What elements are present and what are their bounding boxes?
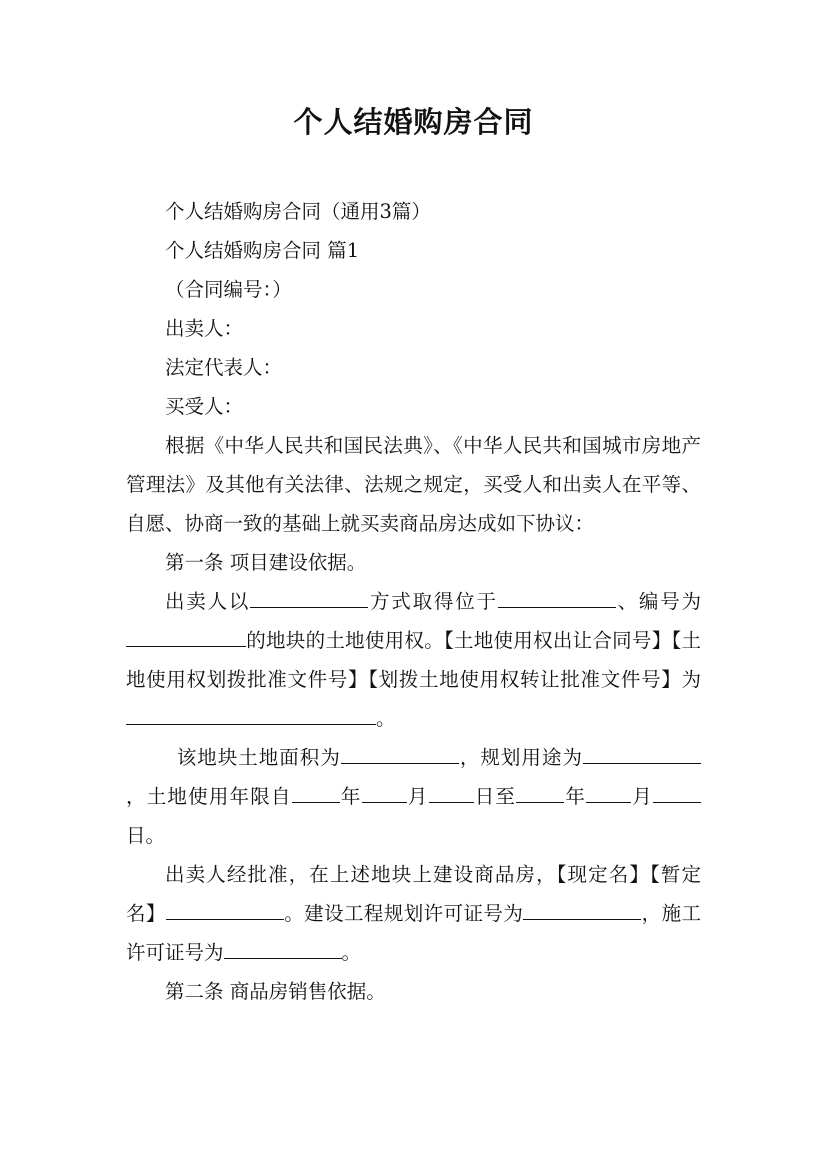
- paragraph-section-heading: 个人结婚购房合同 篇1: [165, 239, 360, 262]
- text-segment: 。: [341, 941, 362, 964]
- blank-line: [224, 940, 342, 959]
- text-segment: 、编号为: [615, 590, 701, 613]
- text-segment: 方式取得位于: [368, 590, 498, 613]
- blank-line: [341, 745, 459, 764]
- paragraph-legal-representative: 法定代表人：: [165, 356, 283, 379]
- paragraph-contract-number: （合同编号：）: [165, 278, 292, 301]
- text-segment: 出卖人经批准，在上述地块上建设商品房，【现定名】【暂定名】: [126, 863, 701, 925]
- blank-line: [516, 784, 564, 803]
- text-segment: ，规划用途为: [458, 746, 583, 769]
- blank-line: [586, 784, 631, 803]
- paragraph-seller: 出卖人：: [165, 317, 244, 340]
- text-segment: 。建设工程规划许可证号为: [283, 902, 524, 925]
- paragraph-construction: [126, 855, 701, 972]
- document-body: [126, 192, 701, 1011]
- blank-line: [126, 706, 376, 725]
- paragraph-buyer: 买受人：: [165, 395, 244, 418]
- blank-line: [583, 745, 701, 764]
- text-segment: 月: [631, 785, 653, 808]
- text-segment: 的地块的土地使用权。【土地使用权出让合同号】【土地使用权划拨批准文件号】【划拨土地使用权转让批准文件号】为: [126, 629, 701, 691]
- text-segment: 日至: [473, 785, 517, 808]
- paragraph-article-2-heading: 第二条 商品房销售依据。: [165, 980, 386, 1003]
- blank-line: [166, 901, 284, 920]
- blank-line: [429, 784, 474, 803]
- paragraph-land-area: [126, 738, 701, 855]
- text-segment: 出卖人以: [165, 590, 251, 613]
- blank-line: [523, 901, 641, 920]
- blank-line: [292, 784, 340, 803]
- blank-line: [250, 589, 368, 608]
- text-segment: 该地块土地面积为: [176, 746, 341, 769]
- text-segment: 月: [406, 785, 429, 808]
- paragraph-article-1-land: [126, 582, 701, 738]
- text-segment: ，施工许可证号为: [126, 902, 701, 964]
- blank-line: [653, 784, 701, 803]
- paragraph-preamble: 根据《中华人民共和国民法典》、《中华人民共和国城市房地产管理法》及其他有关法律、法规之规定，买受人和出卖人在平等、自愿、协商一致的基础上就买卖商品房达成如下协议：: [126, 434, 701, 535]
- text-segment: 年: [564, 785, 587, 808]
- blank-line: [126, 628, 246, 647]
- text-segment: 日。: [126, 824, 166, 847]
- document-title: 个人结婚购房合同: [293, 105, 534, 139]
- paragraph-subtitle: 个人结婚购房合同（通用3篇）: [165, 200, 431, 223]
- paragraph-article-1-heading: 第一条 项目建设依据。: [165, 551, 367, 574]
- text-segment: 。: [376, 707, 396, 730]
- text-segment: ，土地使用年限自: [126, 785, 292, 808]
- text-segment: 年: [339, 785, 362, 808]
- blank-line: [498, 589, 616, 608]
- blank-line: [362, 784, 407, 803]
